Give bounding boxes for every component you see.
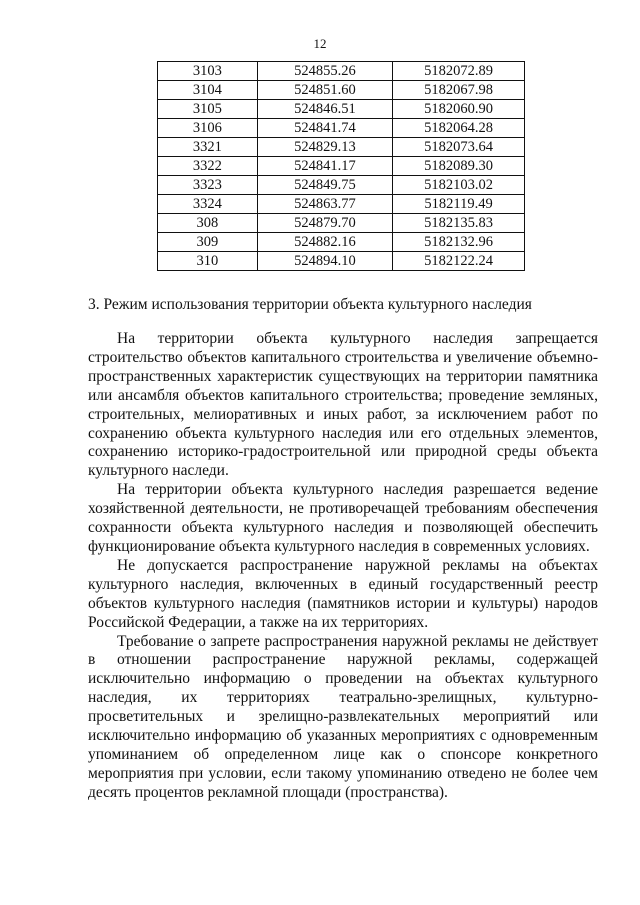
- table-row: [158, 214, 525, 233]
- table-row: [158, 100, 525, 119]
- point-number-cell: 3104: [158, 81, 258, 100]
- y-coordinate-cell: 5182064.28: [393, 119, 525, 138]
- point-number-cell: 3321: [158, 138, 258, 157]
- section-body: [88, 330, 598, 803]
- table-row: [158, 195, 525, 214]
- y-coordinate-cell: 5182132.96: [393, 233, 525, 252]
- table-row: [158, 138, 525, 157]
- table-row: [158, 233, 525, 252]
- body-paragraph: На территории объекта культурного наследия разрешается ведение хозяйственной деятельности, не противоречащей требованиям обеспечения сохранности объекта культурного наследия и позволяющей обеспечить функционирование объекта культурного наследия в современных условиях.: [88, 481, 598, 555]
- point-number-cell: 3105: [158, 100, 258, 119]
- body-paragraph: Требование о запрете распространения наружной рекламы не действует в отношении распространение наружной рекламы, содержащей исключительно информацию о проведении на объектах культурного наследия, их территориях театрально-зрелищных, культурно-просветительных и зрелищно-развлекательных мероприятий или исключительно информацию об указанных мероприятиях с одновременным упоминанием об определенном лице как о спонсоре конкретного мероприятия при условии, если такому упоминанию отведено не более чем десять процентов рекламной площади (пространства).: [88, 632, 598, 801]
- table-row: [158, 252, 525, 271]
- x-coordinate-cell: 524846.51: [257, 100, 393, 119]
- point-number-cell: 308: [158, 214, 258, 233]
- y-coordinate-cell: 5182072.89: [393, 62, 525, 81]
- point-number-cell: 3322: [158, 157, 258, 176]
- point-number-cell: 310: [158, 252, 258, 271]
- x-coordinate-cell: 524829.13: [257, 138, 393, 157]
- y-coordinate-cell: 5182119.49: [393, 195, 525, 214]
- y-coordinate-cell: 5182060.90: [393, 100, 525, 119]
- y-coordinate-cell: 5182089.30: [393, 157, 525, 176]
- point-number-cell: 3103: [158, 62, 258, 81]
- y-coordinate-cell: 5182073.64: [393, 138, 525, 157]
- table-row: [158, 176, 525, 195]
- point-number-cell: 3324: [158, 195, 258, 214]
- point-number-cell: 3106: [158, 119, 258, 138]
- y-coordinate-cell: 5182067.98: [393, 81, 525, 100]
- y-coordinate-cell: 5182122.24: [393, 252, 525, 271]
- table-row: [158, 119, 525, 138]
- x-coordinate-cell: 524882.16: [257, 233, 393, 252]
- x-coordinate-cell: 524841.17: [257, 157, 393, 176]
- section-heading: 3. Режим использования территории объекта культурного наследия: [88, 296, 532, 313]
- body-paragraph: На территории объекта культурного наследия запрещается строительство объектов капитального строительства и увеличение объемно-пространственных характеристик существующих на территории памятника или ансамбля объектов капитального строительства; проведение земляных, строительных, мелиоративных и иных работ, за исключением работ по сохранению объекта культурного наследия или его отдельных элементов, сохранению историко-градостроительной или природной среды объекта культурного наследи.: [88, 330, 598, 480]
- x-coordinate-cell: 524851.60: [257, 81, 393, 100]
- table-row: [158, 81, 525, 100]
- body-paragraph: Не допускается распространение наружной рекламы на объектах культурного наследия, включенных в единый государственный реестр объектов культурного наследия (памятников истории и культуры) народов Российской Федерации, а также на их территориях.: [88, 556, 598, 631]
- x-coordinate-cell: 524855.26: [257, 62, 393, 81]
- x-coordinate-cell: 524849.75: [257, 176, 393, 195]
- coordinates-table: [157, 61, 525, 271]
- y-coordinate-cell: 5182103.02: [393, 176, 525, 195]
- point-number-cell: 3323: [158, 176, 258, 195]
- page-number: 12: [313, 36, 327, 51]
- y-coordinate-cell: 5182135.83: [393, 214, 525, 233]
- x-coordinate-cell: 524841.74: [257, 119, 393, 138]
- table-row: [158, 62, 525, 81]
- x-coordinate-cell: 524879.70: [257, 214, 393, 233]
- x-coordinate-cell: 524863.77: [257, 195, 393, 214]
- table-row: [158, 157, 525, 176]
- x-coordinate-cell: 524894.10: [257, 252, 393, 271]
- coordinates-table-body: [158, 62, 525, 271]
- point-number-cell: 309: [158, 233, 258, 252]
